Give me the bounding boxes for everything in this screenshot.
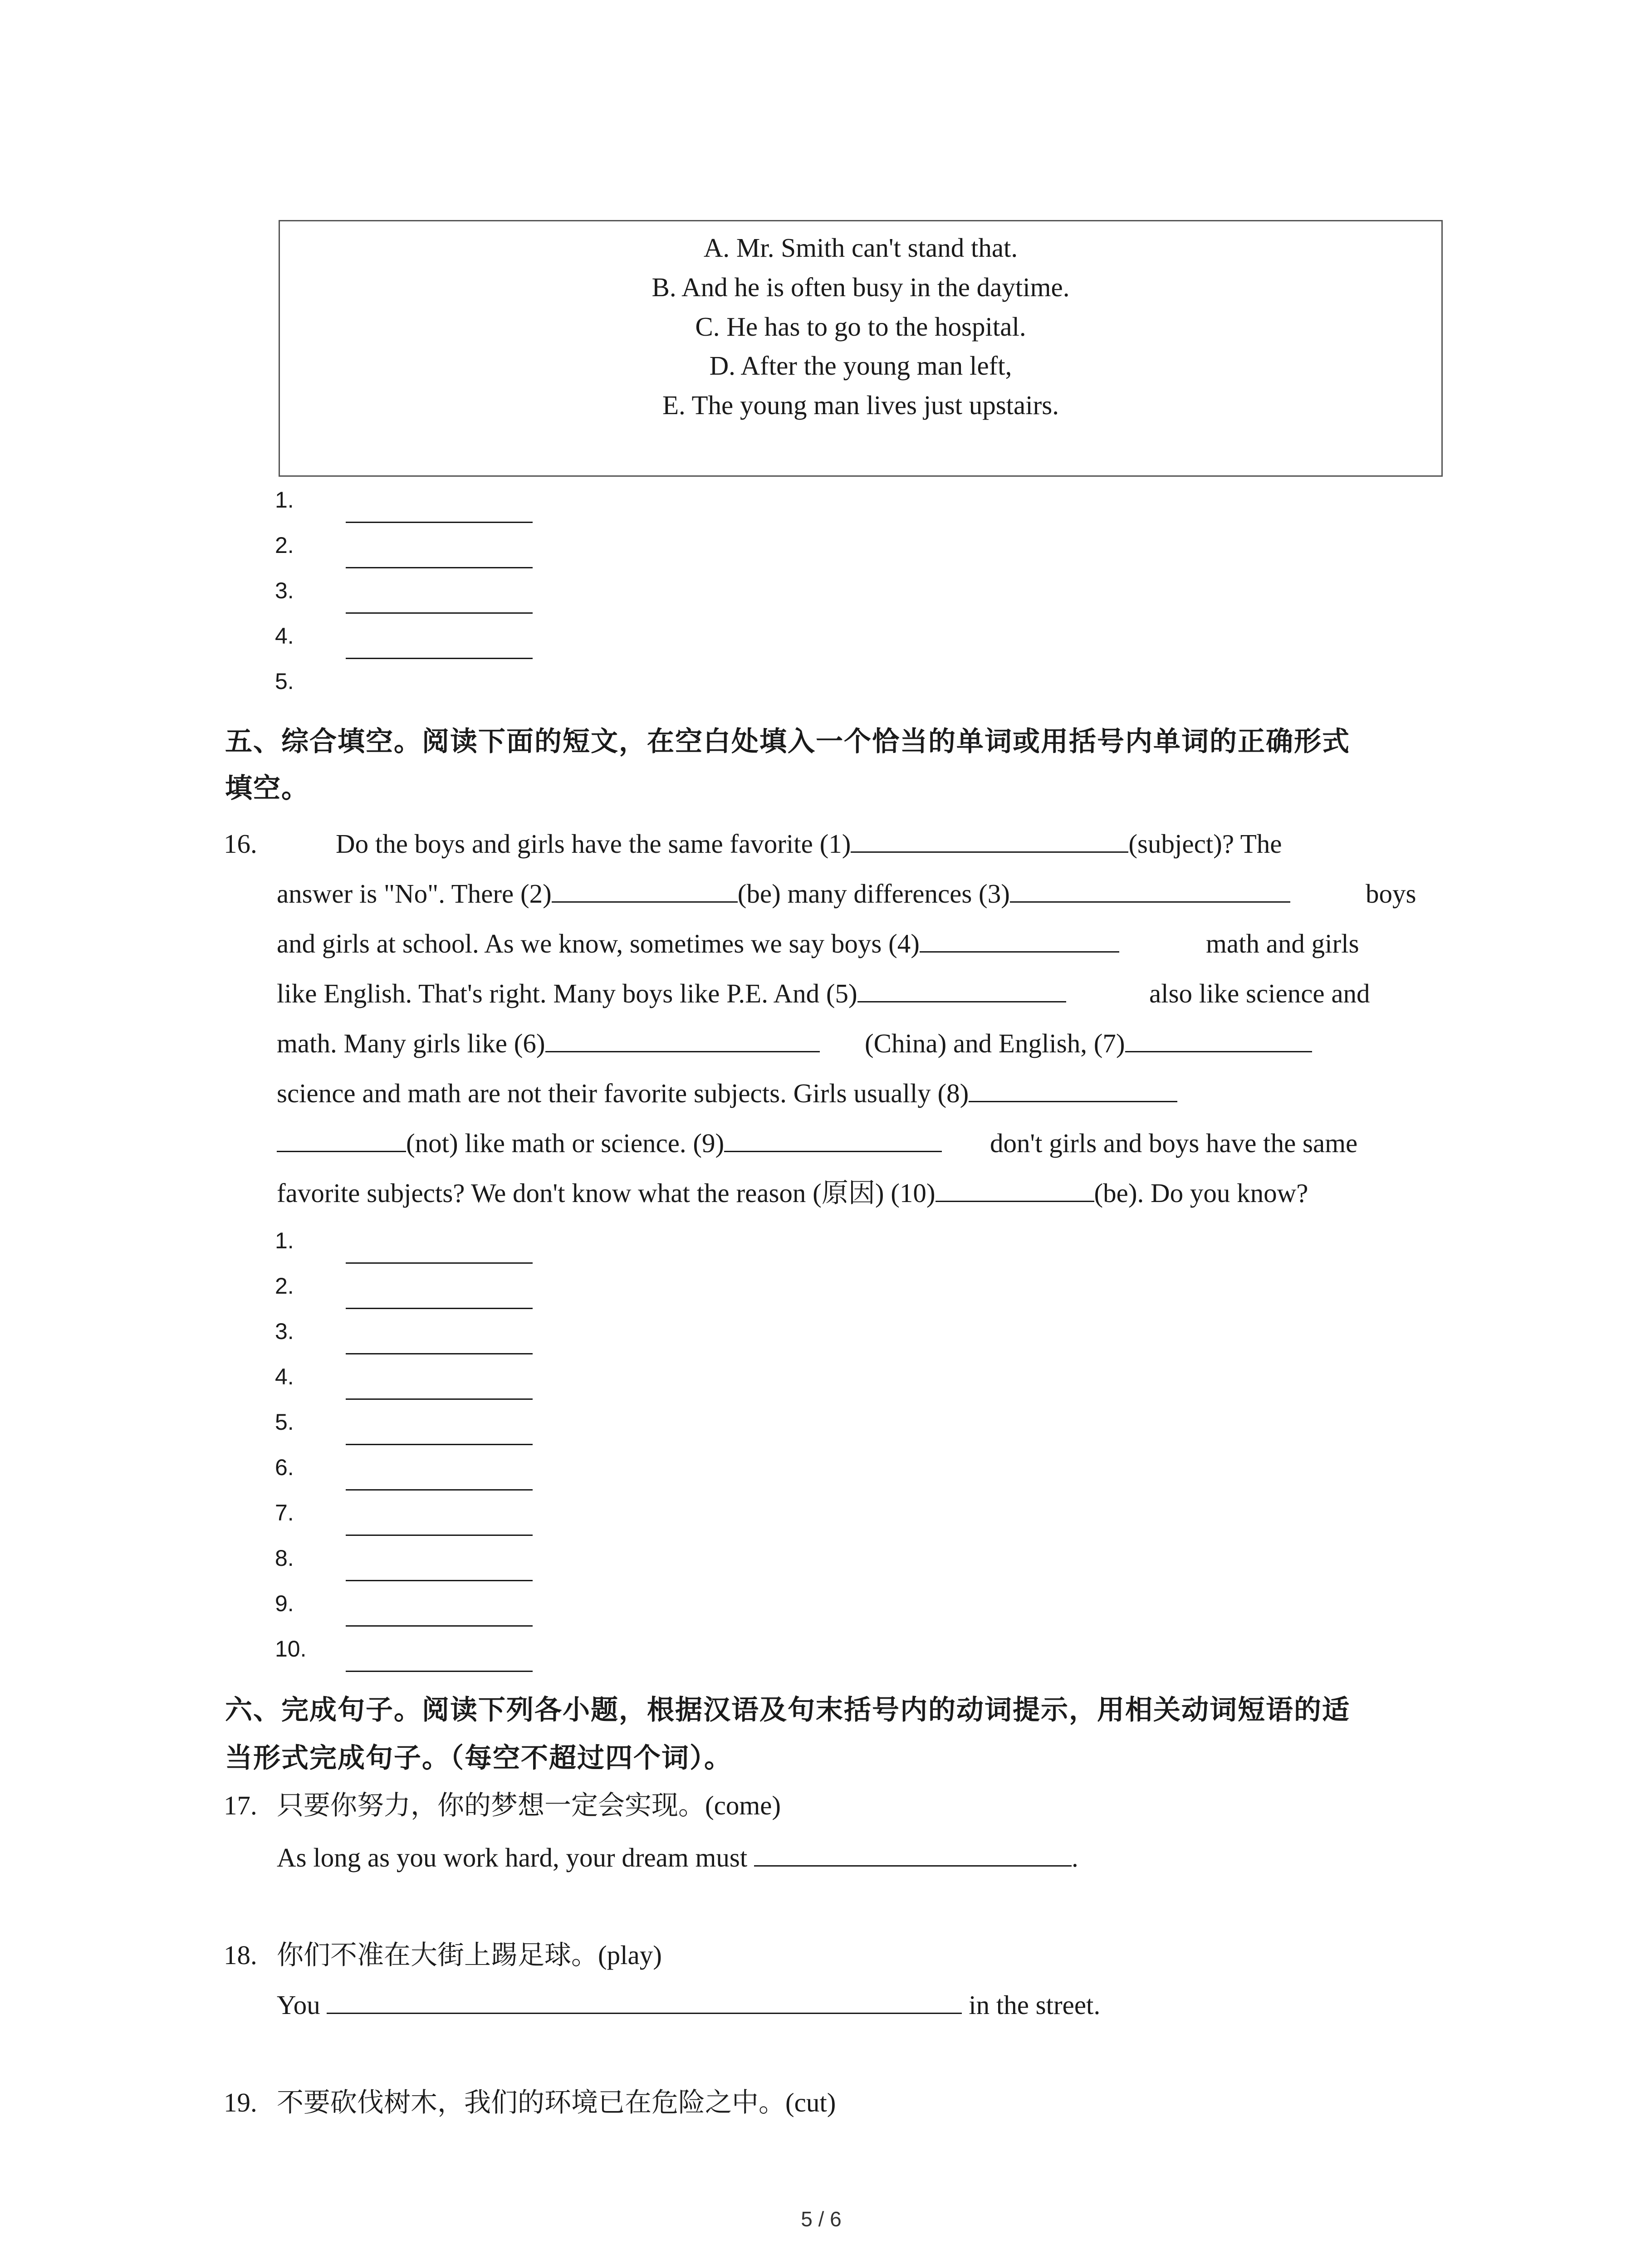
blank-8a[interactable] [969, 1077, 1177, 1102]
answer-blank[interactable] [346, 1489, 533, 1491]
option-d: D. After the young man left, [709, 351, 1012, 381]
answer-blank[interactable] [346, 1535, 533, 1536]
answer-blank[interactable] [346, 1398, 533, 1400]
answer-blank-18[interactable] [327, 1989, 962, 2014]
question-english: As long as you work hard, your dream must . [277, 1843, 1078, 1872]
answer-label: 2. [275, 533, 294, 558]
option-b: B. And he is often busy in the daytime. [652, 272, 1070, 302]
answer-label: 4. [275, 1364, 294, 1389]
answer-label: 9. [275, 1591, 294, 1616]
answer-blank[interactable] [346, 522, 533, 523]
section6-heading-line1: 六、完成句子。阅读下列各小题，根据汉语及句末括号内的动词提示，用相关动词短语的适 [225, 1695, 1350, 1725]
answer-blank[interactable] [346, 1353, 533, 1354]
passage-line: answer is "No". There (2) (be) many differences (3) [277, 875, 1290, 912]
blank-2[interactable] [552, 878, 738, 903]
section5-heading-line2: 填空。 [225, 773, 309, 803]
passage-line: math. Many girls like (6) [277, 1025, 820, 1061]
answer-label: 8. [275, 1545, 294, 1571]
answer-label: 7. [275, 1500, 294, 1525]
blank-8b[interactable] [277, 1127, 406, 1152]
passage-line: like English. That's right. Many boys like P.E. And (5) [277, 975, 1066, 1012]
answer-blank[interactable] [346, 1308, 533, 1309]
option-c: C. He has to go to the hospital. [695, 312, 1026, 342]
blank-3[interactable] [1010, 878, 1290, 903]
question-number: 19. [224, 2087, 257, 2117]
answer-label: 6. [275, 1455, 294, 1480]
question-english: You in the street. [277, 1990, 1101, 2020]
blank-9[interactable] [724, 1127, 942, 1152]
passage-line: Do the boys and girls have the same favorite (1) (subject)? The [336, 829, 1282, 859]
answer-label: 1. [275, 487, 294, 513]
question-chinese: 只要你努力，你的梦想一定会实现。(come) [277, 1790, 781, 1820]
answer-blank[interactable] [346, 1671, 533, 1672]
passage-line: (China) and English, (7) [865, 1025, 1312, 1061]
passage-word: don't girls and boys have the same [990, 1128, 1358, 1158]
answer-blank[interactable] [346, 1580, 533, 1581]
answer-blank[interactable] [346, 1262, 533, 1264]
option-a: A. Mr. Smith can't stand that. [703, 233, 1018, 263]
answer-label: 5. [275, 1409, 294, 1435]
blank-1[interactable] [851, 828, 1128, 853]
passage-line: favorite subjects? We don't know what the reason (原因) (10) (be). Do you know? [277, 1178, 1308, 1208]
passage-word: boys [1366, 879, 1416, 909]
question-number: 16. [224, 829, 257, 859]
blank-7[interactable] [1125, 1027, 1312, 1052]
options-box [279, 220, 1443, 477]
passage-line: (not) like math or science. (9) [277, 1125, 942, 1161]
answer-label: 1. [275, 1228, 294, 1253]
answer-blank[interactable] [346, 612, 533, 614]
blank-4[interactable] [920, 928, 1119, 953]
answer-label: 4. [275, 623, 294, 649]
page-number: 5 / 6 [801, 2207, 842, 2231]
answer-label: 2. [275, 1273, 294, 1299]
answer-blank[interactable] [346, 658, 533, 659]
blank-10[interactable] [936, 1177, 1094, 1202]
question-number: 18. [224, 1940, 257, 1970]
section6-heading-line2: 当形式完成句子。（每空不超过四个词）。 [225, 1743, 732, 1773]
answer-blank-17[interactable] [754, 1842, 1072, 1867]
passage-word: also like science and [1149, 978, 1370, 1008]
answer-label: 5. [275, 669, 294, 694]
passage-word: math and girls [1206, 929, 1359, 958]
section5-heading-line1: 五、综合填空。阅读下面的短文，在空白处填入一个恰当的单词或用括号内单词的正确形式 [225, 726, 1350, 757]
option-e: E. The young man lives just upstairs. [662, 390, 1059, 420]
blank-5[interactable] [857, 978, 1066, 1002]
passage-line: science and math are not their favorite subjects. Girls usually (8) [277, 1075, 1177, 1111]
question-chinese: 你们不准在大街上踢足球。(play) [277, 1940, 662, 1970]
answer-blank[interactable] [346, 567, 533, 568]
question-chinese: 不要砍伐树木，我们的环境已在危险之中。(cut) [277, 2087, 836, 2117]
answer-label: 10. [275, 1636, 307, 1662]
passage-line: and girls at school. As we know, sometimes we say boys (4) [277, 925, 1119, 962]
blank-6[interactable] [545, 1027, 820, 1052]
answer-blank[interactable] [346, 1444, 533, 1445]
answer-label: 3. [275, 1319, 294, 1344]
answer-blank[interactable] [346, 1625, 533, 1627]
answer-label: 3. [275, 578, 294, 603]
question-number: 17. [224, 1790, 257, 1820]
